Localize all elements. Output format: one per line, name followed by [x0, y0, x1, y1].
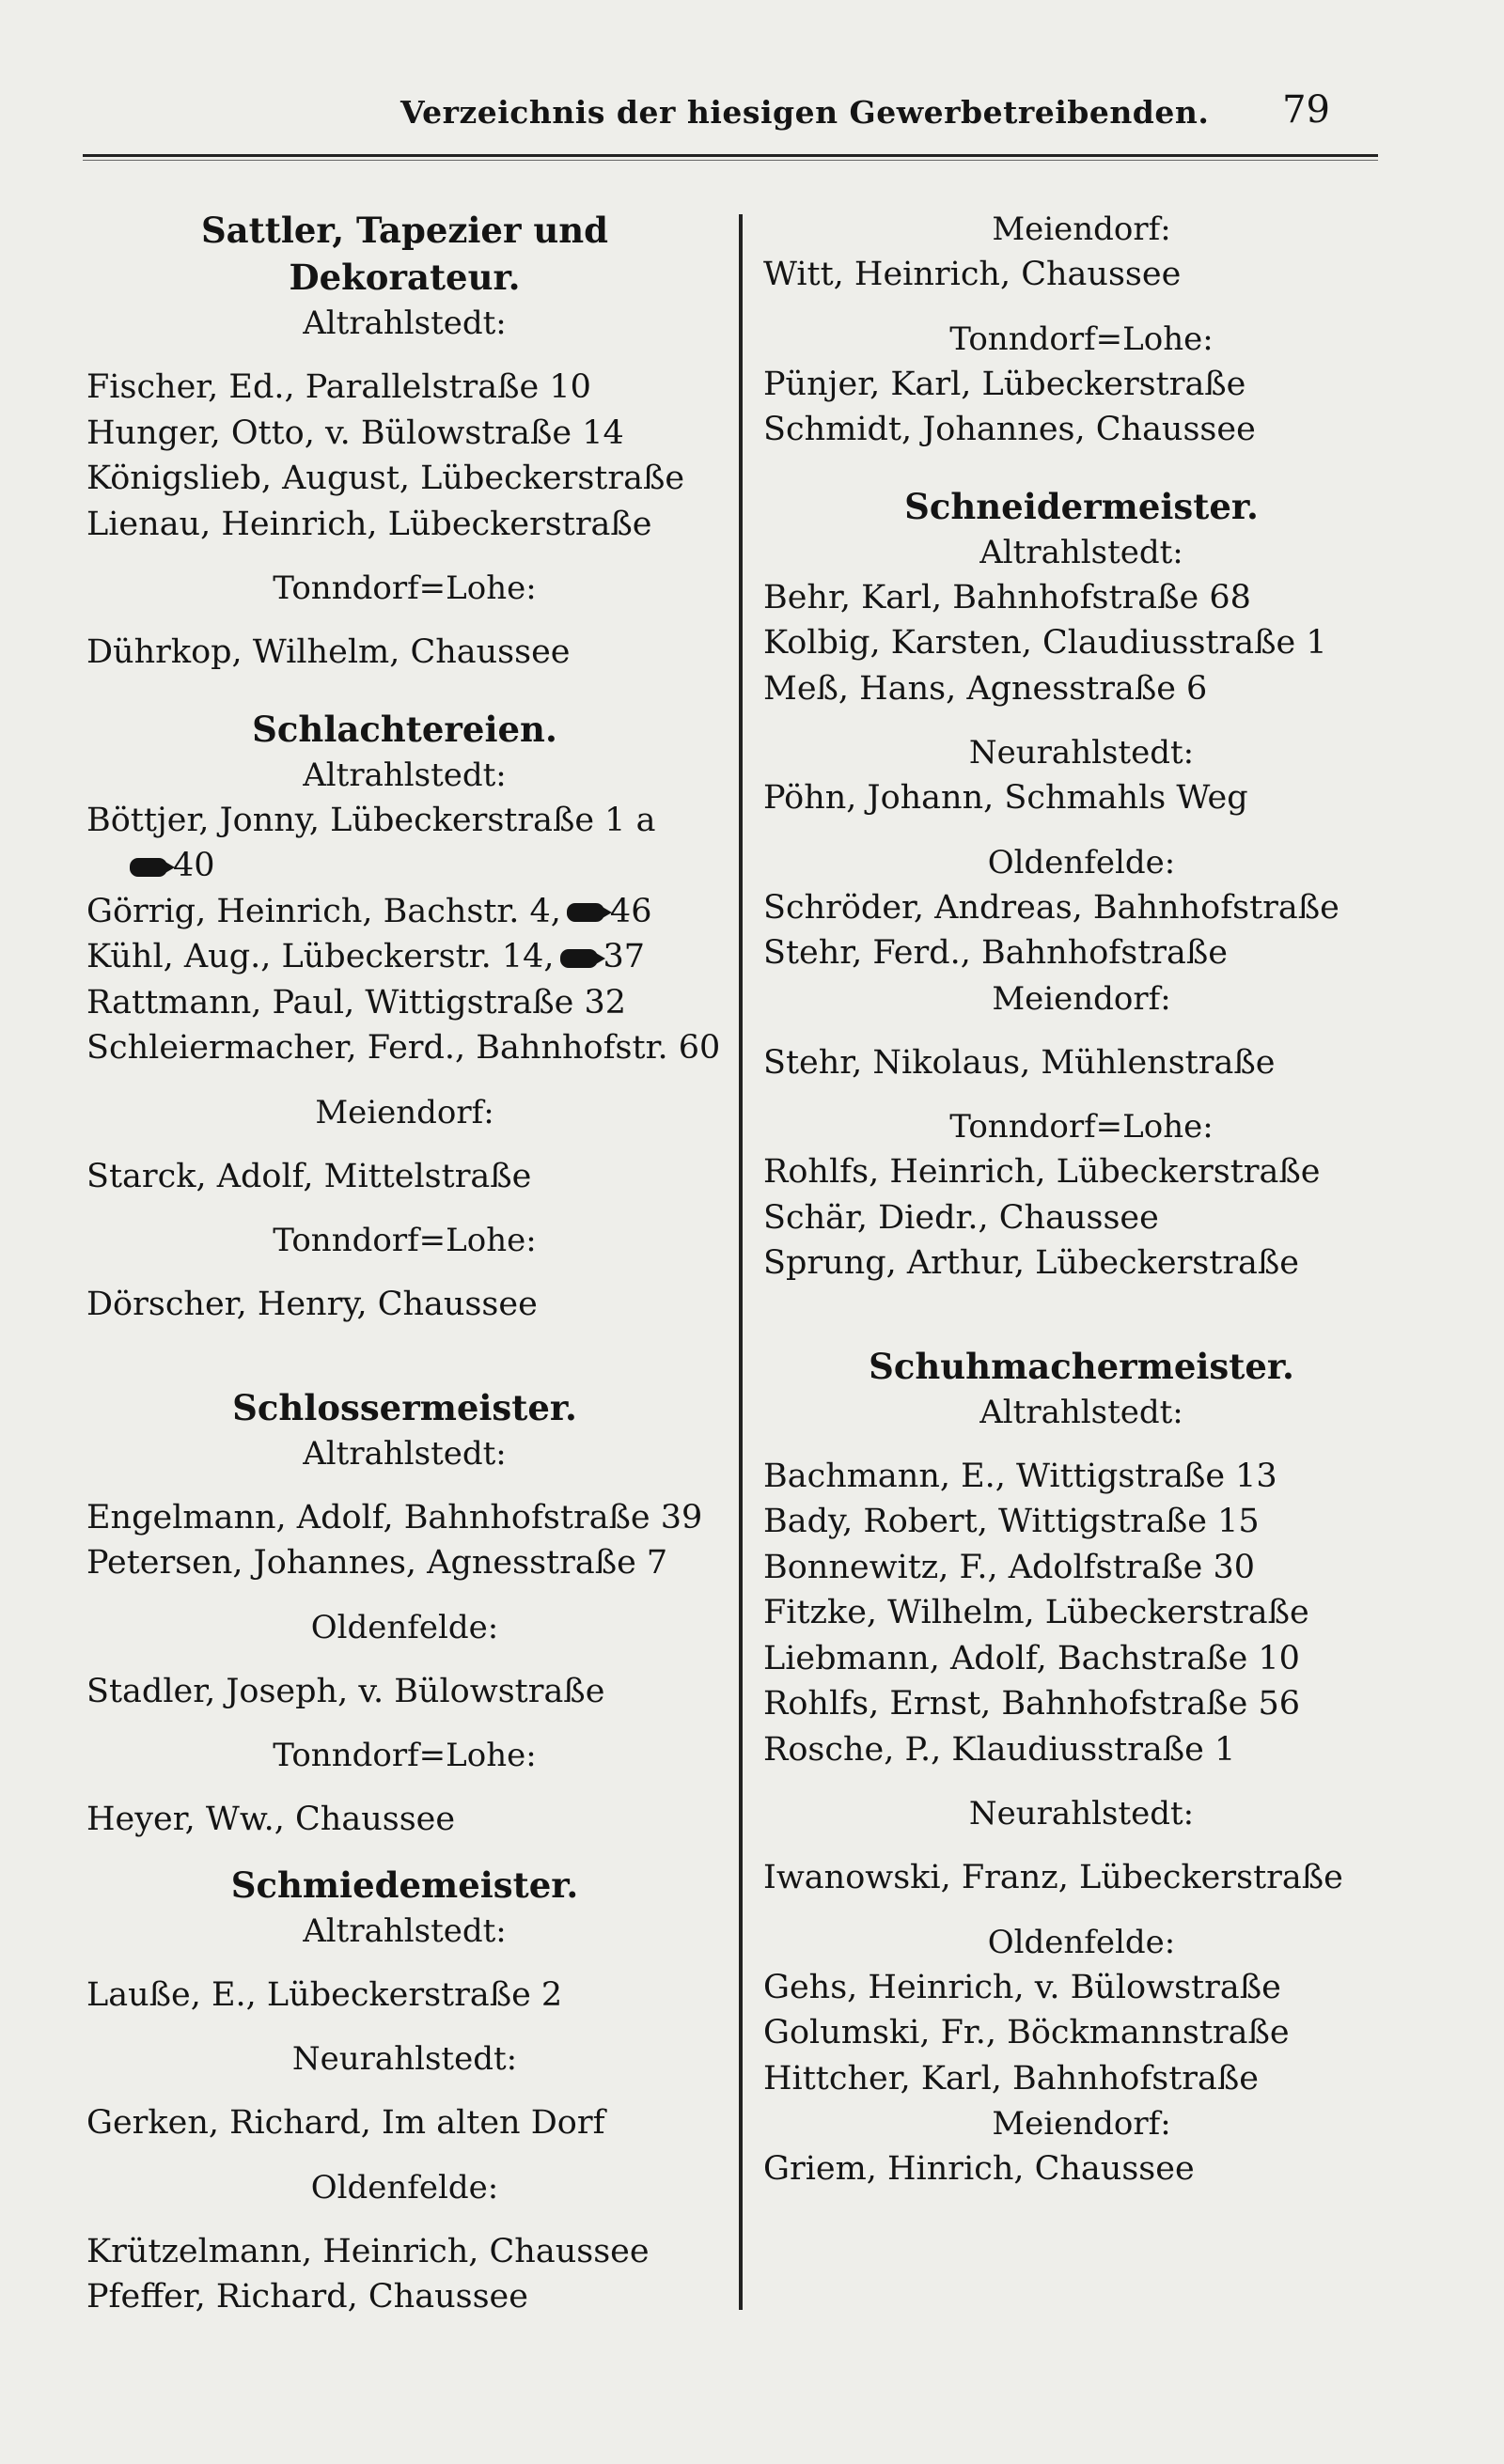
- list-item: Dührkop, Wilhelm, Chaussee: [86, 633, 571, 671]
- list-item: Bonnewitz, F., Adolfstraße 30: [763, 1548, 1255, 1586]
- header-rule: [83, 154, 1378, 157]
- list-item: Hunger, Otto, v. Bülowstraße 14: [86, 413, 624, 452]
- place-heading: Tonndorf=Lohe:: [949, 320, 1214, 358]
- place-heading: Oldenfelde:: [987, 843, 1176, 881]
- list-item: Gehs, Heinrich, v. Bülowstraße: [763, 1968, 1281, 2006]
- list-item: [83, 934, 727, 980]
- list-item: Behr, Karl, Bahnhofstraße 68: [763, 578, 1251, 616]
- entry-text: Görrig, Heinrich, Bachstr. 4,: [86, 892, 561, 930]
- place-heading: Altrahlstedt:: [979, 533, 1183, 571]
- running-title: Verzeichnis der hiesigen Gewerbetreibenden.: [400, 94, 1210, 131]
- list-item: Starck, Adolf, Mittelstraße: [86, 1157, 532, 1195]
- list-item: Schleiermacher, Ferd., Bahnhofstr. 60: [86, 1029, 721, 1067]
- right-column: [760, 207, 1403, 2192]
- place-heading: Tonndorf=Lohe:: [273, 1737, 537, 1774]
- list-item: Hittcher, Karl, Bahnhofstraße: [763, 2059, 1259, 2098]
- phone-note: [83, 843, 727, 889]
- place-heading: Altrahlstedt:: [303, 756, 507, 794]
- list-item: Iwanowski, Franz, Lübeckerstraße: [763, 1859, 1343, 1896]
- section-title-schlachtereien: Schlachtereien.: [252, 708, 557, 750]
- phone-number: 40: [173, 847, 215, 884]
- place-heading: Oldenfelde:: [310, 2168, 499, 2207]
- page-number: 79: [1282, 88, 1330, 132]
- place-heading: Neurahlstedt:: [968, 734, 1195, 772]
- list-item: Schröder, Andreas, Bahnhofstraße: [763, 888, 1340, 927]
- place-heading: Altrahlstedt:: [979, 1393, 1183, 1431]
- list-item: [83, 889, 727, 935]
- list-item: Stehr, Nikolaus, Mühlenstraße: [763, 1043, 1276, 1082]
- left-column: [83, 207, 727, 2320]
- column-divider: [739, 214, 743, 2310]
- entry-text: Kühl, Aug., Lübeckerstr. 14,: [86, 938, 555, 975]
- list-item: Golumski, Fr., Böckmannstraße: [763, 2014, 1290, 2051]
- list-item: Rohlfs, Ernst, Bahnhofstraße 56: [763, 1685, 1301, 1723]
- list-item: Engelmann, Adolf, Bahnhofstraße 39: [86, 1498, 703, 1536]
- list-item: Königslieb, August, Lübeckerstraße: [86, 460, 685, 497]
- list-item: Liebmann, Adolf, Bachstraße 10: [763, 1639, 1300, 1677]
- list-item: Bachmann, E., Wittigstraße 13: [763, 1457, 1277, 1495]
- list-item: Fitzke, Wilhelm, Lübeckerstraße: [763, 1594, 1309, 1631]
- section-title-schlosser: Schlossermeister.: [232, 1386, 577, 1428]
- place-heading: Oldenfelde:: [310, 1608, 499, 1646]
- list-item: Schmidt, Johannes, Chaussee: [763, 411, 1256, 448]
- place-heading: Neurahlstedt:: [291, 2040, 518, 2078]
- list-item: Gerken, Richard, Im alten Dorf: [86, 2104, 605, 2142]
- list-item: Pöhn, Johann, Schmahls Weg: [763, 779, 1248, 817]
- list-item: Dörscher, Henry, Chaussee: [86, 1286, 538, 1323]
- list-item: Fischer, Ed., Parallelstraße 10: [86, 368, 591, 406]
- place-heading: Tonndorf=Lohe:: [273, 1222, 537, 1259]
- place-heading: Meiendorf:: [992, 2105, 1171, 2143]
- pointing-hand-icon: [560, 949, 598, 968]
- phone-number: 46: [609, 892, 652, 930]
- list-item: Petersen, Johannes, Agnesstraße 7: [86, 1544, 668, 1582]
- page-header: [85, 88, 1377, 150]
- section-title-schuhmacher: Schuhmachermeister.: [869, 1345, 1294, 1387]
- phone-number: 37: [603, 938, 646, 975]
- list-item: Sprung, Arthur, Lübeckerstraße: [763, 1244, 1300, 1282]
- list-item: Lienau, Heinrich, Lübeckerstraße: [86, 505, 652, 543]
- list-item: Rattmann, Paul, Wittigstraße 32: [86, 983, 627, 1021]
- pointing-hand-icon: [130, 858, 167, 877]
- list-item: Pünjer, Karl, Lübeckerstraße: [763, 365, 1246, 403]
- header-rule-thin: [83, 160, 1378, 161]
- list-item: Meß, Hans, Agnesstraße 6: [763, 669, 1208, 708]
- place-heading: Meiendorf:: [992, 979, 1171, 1018]
- list-item: Rohlfs, Heinrich, Lübeckerstraße: [763, 1153, 1321, 1191]
- list-item: Schär, Diedr., Chaussee: [763, 1198, 1159, 1237]
- place-heading: Altrahlstedt:: [303, 1911, 507, 1950]
- list-item: Böttjer, Jonny, Lübeckerstraße 1 a: [86, 801, 656, 839]
- list-item: Kolbig, Karsten, Claudiusstraße 1: [763, 624, 1327, 662]
- list-item: Stehr, Ferd., Bahnhofstraße: [763, 934, 1228, 972]
- place-heading: Meiendorf:: [315, 1093, 494, 1131]
- pointing-hand-icon: [567, 903, 604, 922]
- place-heading: Meiendorf:: [992, 211, 1171, 248]
- list-item: Pfeffer, Richard, Chaussee: [86, 2278, 528, 2316]
- place-heading: Tonndorf=Lohe:: [273, 569, 537, 607]
- list-item: Krützelmann, Heinrich, Chaussee: [86, 2232, 650, 2270]
- list-item: Lauße, E., Lübeckerstraße 2: [86, 1975, 563, 2014]
- list-item: Heyer, Ww., Chaussee: [86, 1801, 456, 1838]
- place-heading: Altrahlstedt:: [303, 304, 507, 342]
- list-item: Bady, Robert, Wittigstraße 15: [763, 1503, 1260, 1540]
- list-item: Rosche, P., Klaudiusstraße 1: [763, 1730, 1236, 1769]
- section-title-schmiede: Schmiedemeister.: [230, 1864, 579, 1906]
- list-item: Griem, Hinrich, Chaussee: [763, 2150, 1195, 2188]
- list-item: Stadler, Joseph, v. Bülowstraße: [86, 1672, 605, 1710]
- place-heading: Neurahlstedt:: [968, 1795, 1195, 1832]
- list-item: Witt, Heinrich, Chaussee: [763, 256, 1182, 293]
- section-title-sattler: Sattler, Tapezier und Dekorateur.: [200, 210, 609, 298]
- place-heading: Altrahlstedt:: [303, 1434, 507, 1473]
- section-title-schneider: Schneidermeister.: [904, 485, 1259, 527]
- place-heading: Oldenfelde:: [987, 1923, 1176, 1961]
- place-heading: Tonndorf=Lohe:: [949, 1108, 1214, 1146]
